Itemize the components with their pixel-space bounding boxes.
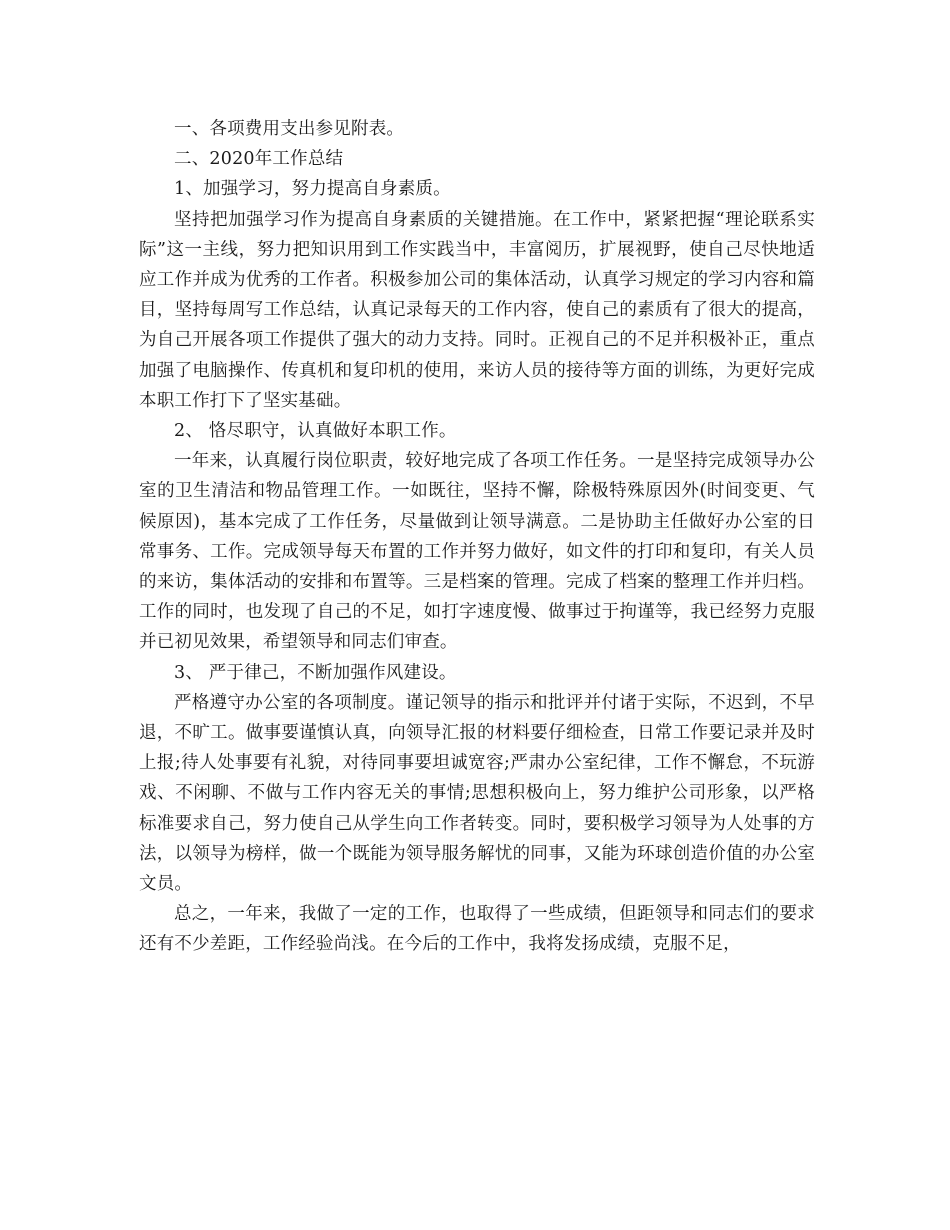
paragraph-duties: 一年来，认真履行岗位职责，较好地完成了各项工作任务。一是坚持完成领导办公室的卫生清洁和物品管理工作。一如既往，坚持不懈，除极特殊原因外(时间变更、气候原因)，基本完成了工作任务，尽量做到让领导满意。二是协助主任做好办公室的日常事务、工作。完成领导每天布置的工作并努力做好，如文件的打印和复印，有关人员的来访，集体活动的安排和布置等。三是档案的管理。完成了档案的整理工作并归档。工作的同时，也发现了自己的不足，如打字速度慢、做事过于拘谨等，我已经努力克服并已初见效果，希望领导和同志们审查。: [139, 451, 815, 653]
paragraph-discipline: 严格遵守办公室的各项制度。谨记领导的指示和批评并付诸于实际，不迟到，不早退，不旷工。做事要谨慎认真，向领导汇报的材料要仔细检查，日常工作要记录并及时上报;待人处事要有礼貌，对待同事要坦诚宽容;严肃办公室纪律，工作不懈怠，不玩游戏、不闲聊、不做与工作内容无关的事情;思想积极向上，努力维护公司形象，以严格标准要求自己，努力使自己从学生向工作者转变。同时，要积极学习领导为人处事的方法，以领导为榜样，做一个既能为领导服务解忧的同事，又能为环球创造价值的办公室文员。: [139, 692, 815, 895]
paragraph-conclusion: 总之，一年来，我做了一定的工作，也取得了一些成绩，但距领导和同志们的要求还有不少差距，工作经验尚浅。在今后的工作中，我将发扬成绩，克服不足，: [139, 904, 815, 955]
paragraph-study: 坚持把加强学习作为提高自身素质的关键措施。在工作中，紧紧把握“理论联系实际”这一主线，努力把知识用到工作实践当中，丰富阅历，扩展视野，使自己尽快地适应工作并成为优秀的工作者。积极参加公司的集体活动，认真学习规定的学习内容和篇目，坚持每周写工作总结，认真记录每天的工作内容，使自己的素质有了很大的提高，为自己开展各项工作提供了强大的动力支持。同时。正视自己的不足并积极补正，重点加强了电脑操作、传真机和复印机的使用，来访人员的接待等方面的训练，为更好完成本职工作打下了坚实基础。: [139, 209, 815, 411]
subheading-duties: 2、 恪尽职守，认真做好本职工作。: [174, 421, 457, 442]
subheading-study: 1、加强学习，努力提高自身素质。: [174, 179, 451, 200]
subheading-discipline: 3、 严于律己，不断加强作风建设。: [174, 662, 457, 683]
section-heading-work-summary: 二、2020年工作总结: [174, 149, 344, 170]
document-body: [139, 114, 815, 960]
paragraph-expenses-note: 一、各项费用支出参见附表。: [174, 119, 405, 139]
